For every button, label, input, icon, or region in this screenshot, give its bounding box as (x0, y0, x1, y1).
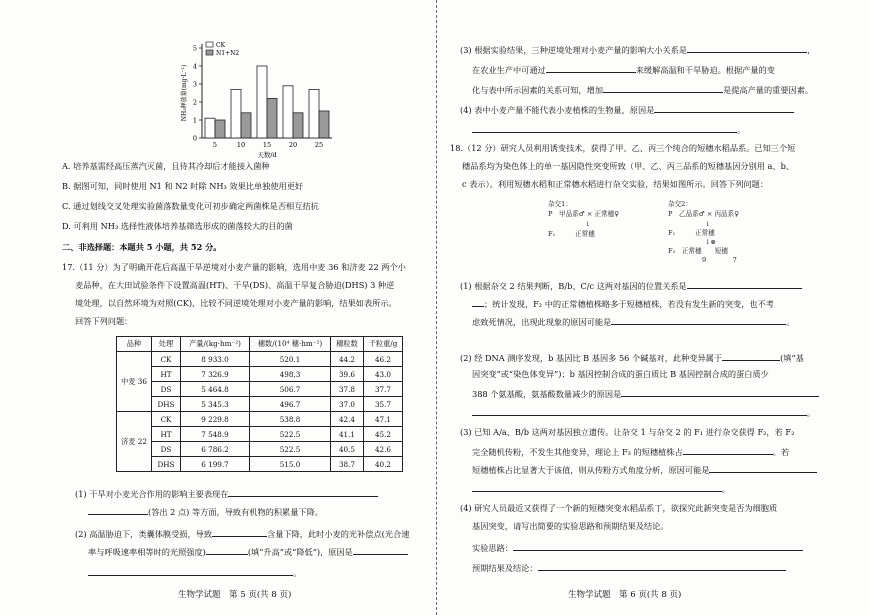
table-row (117, 382, 403, 397)
q18-3-text: 完全随机传粉，不发生其他变异，理论上 F₃ 的短穗植株占 (472, 447, 683, 457)
bar-ck (309, 89, 319, 138)
column-divider (436, 0, 437, 615)
right-column (440, 0, 870, 615)
q17-3-text-2: 在农业生产中可通过 (472, 65, 546, 75)
table-cell: 35.7 (364, 397, 403, 412)
table-cell: 5 464.8 (181, 382, 250, 397)
q17-line4: 回答下列问题： (75, 316, 133, 326)
table-cell: 496.7 (250, 397, 331, 412)
answer-blank[interactable] (88, 505, 148, 515)
q18-3-line2 (472, 445, 789, 458)
answer-blank[interactable] (472, 482, 722, 492)
table-cell: 7 326.9 (181, 367, 250, 382)
q18-1-text-3: 虑致死情况，出现此现象的原因可能是 (472, 317, 612, 327)
nh3-bar-chart (170, 38, 350, 158)
table-cell: 37.8 (331, 382, 364, 397)
q17-4-line1 (460, 103, 794, 116)
q18-2-line3 (472, 387, 819, 400)
table-cell: 498.3 (250, 367, 331, 382)
q17-1-text-2: (答出 2 点) 等方面，导致有机物的积累量下降。 (148, 507, 323, 517)
option-b: B. 据图可知，同时使用 N1 和 N2 时除 NH₃ 效果比单独使用更好 (62, 181, 304, 191)
q17-2-text-2: 含量下降，此时小麦的光补偿点(光合速 (267, 529, 410, 539)
x-tick-label: 25 (314, 141, 324, 149)
section-2-title: 二、非选择题：本题共 5 小题，共 52 分。 (62, 242, 222, 252)
table-cell: 38.7 (331, 457, 364, 472)
cross2-arrow2: ↓⊗ (705, 238, 717, 246)
bar-n1n2 (319, 111, 329, 138)
answer-blank[interactable] (88, 566, 293, 576)
table-row (117, 442, 403, 457)
option-d: D. 可利用 NH₃ 选择性液体培养基筛选形成的菌落较大的目的菌 (62, 221, 293, 231)
q18-2-line1 (460, 351, 804, 364)
q18-4-line3 (472, 541, 803, 554)
table-cell: 37.0 (331, 397, 364, 412)
table-cell: 43.0 (364, 367, 403, 382)
q17-2-text: (2) 高温胁迫下，类囊体膜受损，导致 (75, 529, 213, 539)
option-a: A. 培养基需经高压蒸汽灭菌，且待其冷却后才能接入菌种 (62, 161, 270, 171)
table-cell: 37.7 (364, 382, 403, 397)
x-axis-label: 天数/d (257, 151, 277, 159)
q18-line1: 18.（12 分）研究人员利用诱变技术，获得了甲、乙、丙三个纯合的短穗水稻品系。已知三个短 (450, 143, 796, 153)
q18-1-line3: 虑致死情况，出现此现象的原因可能是 。 (472, 317, 795, 327)
table-cell: 8 933.0 (181, 352, 250, 367)
q18-2-text-3: 388 个氨基酸，氨基酸数量减少的原因是 (472, 389, 622, 399)
answer-blank[interactable] (546, 63, 636, 73)
table-row (117, 367, 403, 382)
table-header: 处理 (152, 337, 181, 352)
q18-2-text-2: (填“基 (780, 353, 804, 363)
answer-blank[interactable] (687, 279, 802, 289)
answer-blank[interactable] (687, 43, 807, 53)
q18-line2: 穗品系均为染色体上的单一基因隐性突变所致（甲、乙、丙三品系的短穗基因分别用 a、b、 (462, 161, 795, 171)
table-cell: 46.2 (364, 352, 403, 367)
answer-blank[interactable] (472, 406, 807, 416)
q18-3-text-3: 短穗植株占比显著大于该值，则从传粉方式角度分析，原因可能是 (472, 465, 710, 475)
table-cell: HT (152, 367, 181, 382)
bar-n1n2 (293, 113, 303, 138)
table-cell: 5 345.3 (181, 397, 250, 412)
table-cell: 515.0 (250, 457, 331, 472)
q18-4-text: 实验思路： (472, 543, 513, 553)
answer-blank[interactable] (538, 561, 786, 571)
q18-4-line2: 基因突变，请写出简要的实验思路和预期结果及结论。 (472, 521, 669, 531)
bar-ck (231, 89, 241, 138)
y-tick-label: 3 (192, 80, 197, 89)
q18-line3: c 表示）。利用短穗水稻和正常穗水稻进行杂交实验，结果如图所示。回答下列问题： (462, 179, 769, 189)
table-cell: DHS (152, 397, 181, 412)
bar-n1n2 (215, 120, 225, 138)
table-cell: 522.5 (250, 427, 331, 442)
q18-3-text-2: 。若 (772, 447, 790, 457)
yield-table (116, 336, 403, 472)
table-cell: 41.1 (331, 427, 364, 442)
table-header: 穗数/(10⁴ 穗·hm⁻²) (250, 337, 331, 352)
q17-2-line2 (88, 545, 408, 558)
q18-1-line1 (460, 279, 802, 292)
q17-3-text: (3) 根据实验结果，三种逆境处理对小麦产量的影响大小关系是 (460, 45, 688, 55)
q17-2-text-3: 率与呼吸速率相等时的光照强度) (88, 547, 206, 557)
table-header: 千粒重/g (364, 337, 403, 352)
answer-blank[interactable] (722, 351, 780, 361)
cross1-parents: P 甲品系♂ × 正常穗♀ (548, 210, 620, 218)
answer-blank[interactable] (654, 103, 794, 113)
option-c: C. 通过划线交叉处理实验菌落数量变化可初步确定两菌株是否相互拮抗 (62, 201, 319, 211)
table-cell: 506.7 (250, 382, 331, 397)
y-axis-label: NH₃释放量(mg·L⁻¹) (181, 64, 188, 122)
table-cell: 47.1 (364, 412, 403, 427)
table-cell: 42.4 (331, 412, 364, 427)
q17-3-text-3: 来缓解高温和干旱胁迫。根据产量的变 (635, 65, 775, 75)
q17-2-line3: 。 (88, 566, 301, 579)
cross2-parents: P 乙品系♂ × 丙品系♀ (668, 210, 740, 218)
q18-4-text-2: 预期结果及结论： (472, 563, 538, 573)
cross1-arrow: ↓ (585, 220, 591, 228)
table-cell: DS (152, 442, 181, 457)
table-row (117, 397, 403, 412)
y-tick-label: 4 (192, 62, 197, 71)
variety-cell: 中麦 36 (117, 352, 152, 412)
answer-blank[interactable] (353, 545, 408, 555)
answer-blank[interactable] (611, 315, 786, 325)
table-cell: 39.6 (331, 367, 364, 382)
cross1-f1: F₁ 正常穗 (548, 230, 595, 238)
table-cell: 7 548.9 (181, 427, 250, 442)
q18-1-line2 (472, 297, 774, 310)
q17-3-text-4: 化与表中所示因素的关系可知，增加 (472, 85, 604, 95)
q17-3-line2 (472, 63, 775, 76)
q17-line1: 17.（11 分）为了明确开花后高温干旱逆境对小麦产量的影响，选用中麦 36 和济麦 22 两个小 (62, 262, 406, 272)
cross2-ratio: 9 7 (702, 256, 737, 264)
table-cell: 538.8 (250, 412, 331, 427)
bar-ck (205, 118, 215, 138)
table-header: 穗粒数 (331, 337, 364, 352)
table-cell: 522.5 (250, 442, 331, 457)
answer-blank[interactable] (709, 463, 817, 473)
y-tick-label: 5 (192, 44, 197, 53)
cross2-f2: F₂ 正常穗 短穗 (668, 247, 728, 255)
q18-1-text-2: ；统计发现，F₂ 中的正常穗植株略多于短穗植株，若没有发生新的突变，也不考 (484, 299, 774, 309)
table-cell: DS (152, 382, 181, 397)
q18-3-line3 (472, 463, 817, 476)
q17-4-text: (4) 表中小麦产量不能代表小麦植株的生物量，原因是 (460, 105, 655, 115)
q17-line2: 麦品种，在大田试验条件下设置高温(HT)、干旱(DS)、高温干旱复合胁迫(DHS) 3 种逆 (75, 280, 395, 290)
y-tick-label: 0 (192, 134, 197, 143)
y-tick-label: 2 (192, 98, 197, 107)
table-cell: 40.5 (331, 442, 364, 457)
table-row (117, 412, 403, 427)
q18-2-line4: 。 (472, 406, 815, 419)
answer-blank[interactable] (472, 297, 484, 307)
table-cell: 40.2 (364, 457, 403, 472)
table-cell: 42.6 (364, 442, 403, 457)
table-cell: 44.2 (331, 352, 364, 367)
answer-blank[interactable] (621, 387, 819, 397)
q18-3-line1: (3) 已知 A/a、B/b 这两对基因独立遗传。让杂交 1 与杂交 2 的 F₁ 进行杂交获得 F₂，若 F₂ (460, 427, 795, 437)
table-row (117, 457, 403, 472)
left-column (0, 0, 432, 615)
bar-ck (283, 86, 293, 138)
table-header: 产量/(kg·hm⁻²) (181, 337, 250, 352)
q18-1-text: (1) 根据杂交 2 结果判断，B/b、C/c 这两对基因的位置关系是 (460, 281, 687, 291)
table-cell: 6 199.7 (181, 457, 250, 472)
q18-4-line1: (4) 研究人员最近又获得了一个新的短穗突变水稻品系丁，欲探究此新突变是否为细胞质 (460, 503, 778, 513)
answer-blank[interactable] (206, 545, 248, 555)
q17-line3: 境处理，以自然环境为对照(CK)，比较不同逆境处理对小麦产量的影响，结果如表所示。 (75, 298, 397, 308)
answer-blank[interactable] (212, 527, 267, 537)
table-cell: CK (152, 412, 181, 427)
bar-n1n2 (241, 113, 251, 138)
table-cell: HT (152, 427, 181, 442)
bar-ck (257, 66, 267, 138)
answer-blank[interactable] (472, 123, 737, 133)
q17-2-line1 (75, 527, 409, 540)
table-cell: 9 229.8 (181, 412, 250, 427)
y-tick-label: 1 (192, 116, 197, 125)
cross2-arrow1: ↓ (705, 220, 711, 228)
x-tick-label: 5 (212, 141, 218, 149)
answer-blank[interactable] (228, 487, 378, 497)
variety-cell: 济麦 22 (117, 412, 152, 472)
cross2-title: 杂交2： (668, 200, 692, 208)
cross2-f1: F₁ 正常穗 (668, 229, 715, 237)
x-tick-label: 10 (236, 141, 246, 149)
q17-4-line2: 。 (472, 123, 745, 136)
q17-1-line2 (88, 505, 323, 518)
bar-n1n2 (267, 98, 277, 138)
table-header-row (117, 337, 403, 352)
q18-2-line2: 因突变”或“染色体变异”)；b 基因控制合成的蛋白质比 B 基因控制合成的蛋白质少 (472, 369, 769, 379)
q18-3-line4: 。 (472, 482, 730, 495)
q17-3-line3 (472, 83, 813, 96)
legend-swatch (206, 50, 213, 55)
table-cell: 520.1 (250, 352, 331, 367)
table-cell: DHS (152, 457, 181, 472)
q17-3-line1: (3) 根据实验结果，三种逆境处理对小麦产量的影响大小关系是 ， (460, 45, 816, 55)
answer-blank[interactable] (513, 541, 803, 551)
legend-label: N1+N2 (216, 50, 240, 57)
page-footer-right: 生物学试题 第 6 页(共 8 页) (568, 590, 682, 600)
q17-1-line1 (75, 487, 378, 500)
q18-2-text: (2) 经 DNA 测序发现，b 基因比 B 基因多 56 个碱基对，此种变异属于 (460, 353, 723, 363)
q17-1-text: (1) 干旱对小麦光合作用的影响主要表现在 (75, 489, 229, 499)
x-tick-label: 15 (262, 141, 272, 149)
table-row (117, 352, 403, 367)
table-cell: 45.2 (364, 427, 403, 442)
q17-2-text-4: (填“升高”或“降低”)，原因是 (247, 547, 353, 557)
page-footer-left: 生物学试题 第 5 页(共 8 页) (178, 590, 292, 600)
legend-label: CK (216, 42, 226, 49)
cross1-title: 杂交1： (548, 200, 572, 208)
table-cell: CK (152, 352, 181, 367)
q18-4-line4 (472, 561, 786, 574)
answer-blank[interactable] (683, 445, 773, 455)
table-row (117, 427, 403, 442)
table-cell: 6 786.2 (181, 442, 250, 457)
answer-blank[interactable] (603, 83, 723, 93)
table-header: 品种 (117, 337, 152, 352)
legend-swatch (206, 42, 213, 47)
q17-3-text-5: 是提高产量的重要因素。 (723, 85, 814, 95)
x-tick-label: 20 (288, 141, 298, 149)
